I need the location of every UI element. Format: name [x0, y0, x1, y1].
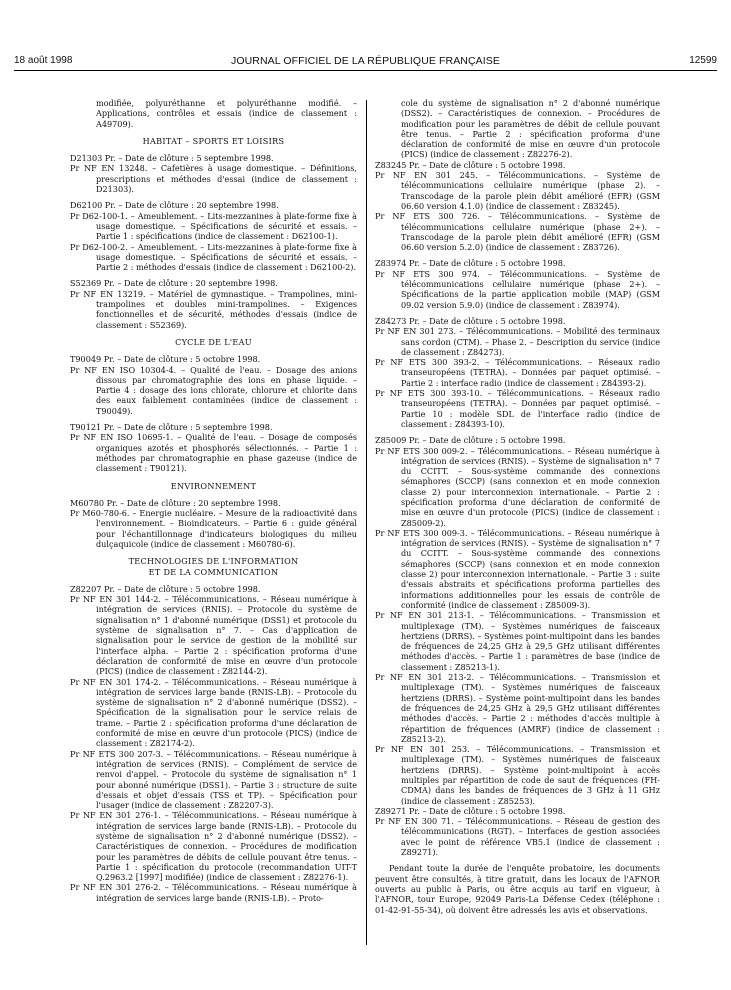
closing-paragraph: Pendant toute la durée de l'enquête probatoire, les documents peuvent être consultés, à titre gratuit, dans les locaux de l'AFNOR ouverts au public à Paris, ou être acquis au tarif en vigueur, à l'AFNOR, tour Europe, 92049 Paris-La Défense Cedex (téléphone : 01-42-91-55-34), où doivent être adressés les avis et observations. [375, 863, 660, 915]
right-paragraph: Pr NF EN 301 213-1. – Télécommunications. – Transmission et multiplexage (TM). – Systèmes numériques de faisceaux hertziens (DRRS). – Systèmes point-multipoint dans les bandes de fréquences de 24,25 GHz à 29,5 GHz utilisant différentes méthodes d'accès. – Partie 1 : paramètres de base (indice de classement : Z85213-1). [375, 610, 660, 672]
right-paragraph: Z83974 Pr. – Date de clôture : 5 octobre 1998. [375, 258, 566, 269]
right-paragraph: Pr NF ETS 300 393-10. – Télécommunications. – Réseaux radio transeuropéens (TETRA). – Données par paquet optimisé. – Partie 10 : modèle SDL de l'interface radio (indice de classement : Z84393-10). [375, 388, 660, 429]
left-paragraph: D21303 Pr. – Date de clôture : 5 septembre 1998. [70, 153, 274, 164]
right-paragraph: Pr NF ETS 300 974. – Télécommunications. – Système de télécommunications cellulaire numérique (phase 2+). – Spécifications de la partie application mobile (MAP) (GSM 09.02 version 5.9.0) (indice de classement : Z83974). [375, 268, 660, 310]
section-heading: HABITAT – SPORTS ET LOISIRS [142, 135, 285, 146]
right-paragraph: Pr NF ETS 300 009-3. – Télécommunications. – Réseau numérique à intégration de services (RNIS). – Système de signalisation n° 7 du CCITT. – Sous-système commande des connexions sémaphores (SCCP) (sans connexion et en mode connexion classe 2) pour interconnexion internationale. – Partie 3 : suite d'essais abstraits et spécifications proforma partielles des informations additionnelles pour les essais de contrôle de conformité (indice de classement : Z85009-3). [375, 527, 660, 610]
left-paragraph: Pr NF EN 301 174-2. – Télécommunications. – Réseau numérique à intégration de services large bande (RNIS-LB). – Protocole du système de signalisation n° 2 d'abonné numérique (DSS2). – Spécification de la signalisation pour le service relais de trame. – Partie 2 : spécification proforma d'une déclaration de conformité de mise en œuvre d'un protocole (PICS) (indice de classement : Z82174-2). [70, 676, 357, 749]
left-paragraph: Pr NF EN 13248. – Cafetières à usage domestique. – Définitions, prescriptions et méthodes d'essai (indice de classement : D21303). [70, 163, 357, 195]
left-paragraph: S52369 Pr. – Date de clôture : 20 septembre 1998. [70, 278, 278, 289]
left-paragraph: Pr NF EN ISO 10695-1. – Qualité de l'eau. – Dosage de composés organiques azotés et phosphorés sélectionnés. – Partie 1 : méthodes par chromatographie en phase gazeuse (indice de classement : T90121). [70, 432, 357, 474]
section-heading: ENVIRONNEMENT [170, 480, 257, 491]
left-column [70, 98, 357, 948]
section-heading: CYCLE DE L'EAU [175, 336, 252, 347]
right-paragraph: Pr NF ETS 300 393-2. – Télécommunications. – Réseaux radio transeuropéens (TETRA). – Données par paquet optimisé. – Partie 2 : interface radio (indice de classement : Z84393-2). [375, 357, 660, 388]
right-paragraph: Pr NF EN 301 213-2. – Télécommunications. – Transmission et multiplexage (TM). – Systèmes numériques de faisceaux hertziens (DRRS). – Système point-multipoint dans les bandes de fréquences de 24,25 GHz à 29,5 GHz utilisant différentes méthodes d'accès. – Partie 2 : méthodes d'accès multiple à répartition de fréquences (AMRF) (indice de classement : Z85213-2). [375, 672, 660, 744]
right-paragraph: Pr NF EN 301 253. – Télécommunications. – Transmission et multiplexage (TM). – Systèmes numériques de faisceaux hertziens (DRRS). – Système point-multipoint à accès multiples par répartition de code de saut de fréquences (FH-CDMA) dans les bandes de fréquences de 3 GHz à 11 GHz (indice de classement : Z85253). [375, 744, 660, 806]
right-paragraph: Z84273 Pr. – Date de clôture : 5 octobre 1998. [375, 315, 566, 326]
right-column [375, 98, 660, 948]
page-number: 12599 [689, 55, 717, 66]
right-paragraph: cole du système de signalisation n° 2 d'abonné numérique (DSS2). – Caractéristiques de connexion. – Procédures de modification pour les paramètres de débit de cellule pouvant être tenus. – Partie 2 : spécification proforma d'une déclaration de conformité de mise en œuvre d'un protocole (PICS) (indice de classement : Z82276-2). [401, 98, 660, 160]
left-paragraph: M60780 Pr. – Date de clôture : 20 septembre 1998. [70, 497, 281, 508]
page-header [14, 55, 717, 69]
left-paragraph: Z82207 Pr. – Date de clôture : 5 octobre 1998. [70, 583, 261, 594]
right-paragraph: Pr NF EN 301 273. – Télécommunications. – Mobilité des terminaux sans cordon (CTM). – Phase 2. – Description du service (indice de classement : Z84273). [375, 326, 660, 357]
left-paragraph: Pr NF EN 301 276-2. – Télécommunications. – Réseau numérique à intégration de services large bande (RNIS-LB). – Proto- [70, 882, 357, 903]
left-paragraph: Pr D62-100-2. – Ameublement. – Lits-mezzanines à plate-forme fixe à usage domestique. – Spécifications de sécurité et essais. – Partie 2 : méthodes d'essais (indice de classement : D62100-2). [70, 241, 357, 273]
right-paragraph: Pr NF ETS 300 726. – Télécommunications. – Système de télécommunications cellulaire numérique (phase 2+). – Transcodage de la parole plein débit amélioré (EFR) (GSM 06.60 version 5.2.0) (indice de classement : Z83726). [375, 211, 660, 253]
left-paragraph: T90049 Pr. – Date de clôture : 5 octobre 1998. [70, 354, 261, 365]
section-heading: TECHNOLOGIES DE L'INFORMATION ET DE LA COMMUNICATION [128, 556, 299, 577]
right-paragraph: Pr NF ETS 300 009-2. – Télécommunications. – Réseau numérique à intégration de services (RNIS). – Système de signalisation n° 7 du CCITT. – Sous-système commande des connexions sémaphores (SCCP) (sans connexion et en mode connexion classe 2) pour interconnexion internationale. – Partie 2 : spécification proforma d'une déclaration de conformité de mise en œuvre d'un protocole (PICS) (indice de classement : Z85009-2). [375, 445, 660, 528]
column-divider [366, 100, 367, 945]
left-paragraph: D62100 Pr. – Date de clôture : 20 septembre 1998. [70, 200, 279, 211]
right-paragraph: Z83245 Pr. – Date de clôture : 5 octobre 1998. [375, 159, 566, 170]
left-paragraph: Pr NF EN 301 276-1. – Télécommunications. – Réseau numérique à intégration de services large bande (RNIS-LB). – Protocole du système de signalisation n° 2 d'abonné numérique (DSS2). – Caractéristiques de connexion. – Procédures de modification pour les paramètres de débits de cellule pouvant être tenus. – Partie 1 : spécification du protocole (recommandation UIT-T Q.2963.2 [1997] modifiée) (indice de classement : Z82276-1). [70, 810, 357, 883]
left-paragraph: Pr NF ETS 300 207-3. – Télécommunications. – Réseau numérique à intégration de services (RNIS). – Complément de service de renvoi d'appel. – Protocole du système de signalisation n° 1 pour abonné numérique (DSS1). – Partie 3 : structure de suite d'essais et objet d'essais (TSS et TP). – Spécification pour l'usager (indice de classement : Z82207-3). [70, 748, 357, 811]
journal-title: JOURNAL OFFICIEL DE LA RÉPUBLIQUE FRANÇAISE [231, 55, 500, 67]
issue-date: 18 août 1998 [14, 55, 73, 66]
right-paragraph: Pr NF EN 301 245. – Télécommunications. – Système de télécommunications cellulaire numérique (phase 2). – Transcodage de la parole plein débit amélioré (EFR) (GSM 06.60 version 4.1.0) (indice de classement : Z83245). [375, 170, 660, 211]
left-paragraph: Pr NF EN 13219. – Matériel de gymnastique. – Trampolines, mini-trampolines et doubles mini-trampolines. – Exigences fonctionnelles et de sécurité, méthodes d'essais (indice de classement : S52369). [70, 288, 357, 330]
left-paragraph: T90121 Pr. – Date de clôture : 5 septembre 1998. [70, 422, 273, 433]
left-paragraph: Pr D62-100-1. – Ameublement. – Lits-mezzanines à plate-forme fixe à usage domestique. – Spécifications de sécurité et essais. – Partie 1 : spécifications (indice de classement : D62100-1). [70, 210, 357, 242]
left-paragraph: Pr NF EN ISO 10304-4. – Qualité de l'eau. – Dosage des anions dissous par chromatographie des ions en phase liquide. – Partie 4 : dosage des ions chlorate, chlorure et chlorite dans des eaux faiblement contaminées (indice de classement : T90049). [70, 364, 357, 416]
left-paragraph: modifiée, polyuréthanne et polyuréthanne modifié. – Applications, contrôles et essais (indice de classement : A49709). [96, 98, 357, 129]
header-rule [14, 70, 717, 71]
right-paragraph: Z85009 Pr. – Date de clôture : 5 octobre 1998. [375, 435, 566, 446]
right-paragraph: Pr NF EN 300 71. – Télécommunications. – Réseau de gestion des télécommunications (RGT). – Interfaces de gestion associées avec le point de référence VB5.1 (indice de classement : Z89271). [375, 816, 660, 858]
left-paragraph: Pr M60-780-6. – Energie nucléaire. – Mesure de la radioactivité dans l'environnement. – Bioindicateurs. – Partie 6 : guide général pour l'échantillonnage d'indicateurs biologiques du milieu dulçaquicole (indice de classement : M60780-6). [70, 508, 357, 549]
left-paragraph: Pr NF EN 301 144-2. – Télécommunications. – Réseau numérique à intégration de services (RNIS). – Protocole du système de signalisation n° 1 d'abonné numérique (DSS1) et protocole du système de signalisation n° 7. – Cas d'application de signalisation pour le service de gestion de la mobilité sur l'interface alpha. – Partie 2 : spécification proforma d'une déclaration de conformité de mise en œuvre d'un protocole (PICS) (indice de classement : Z82144-2). [70, 594, 357, 677]
right-paragraph: Z89271 Pr. – Date de clôture : 5 octobre 1998. [375, 805, 566, 816]
